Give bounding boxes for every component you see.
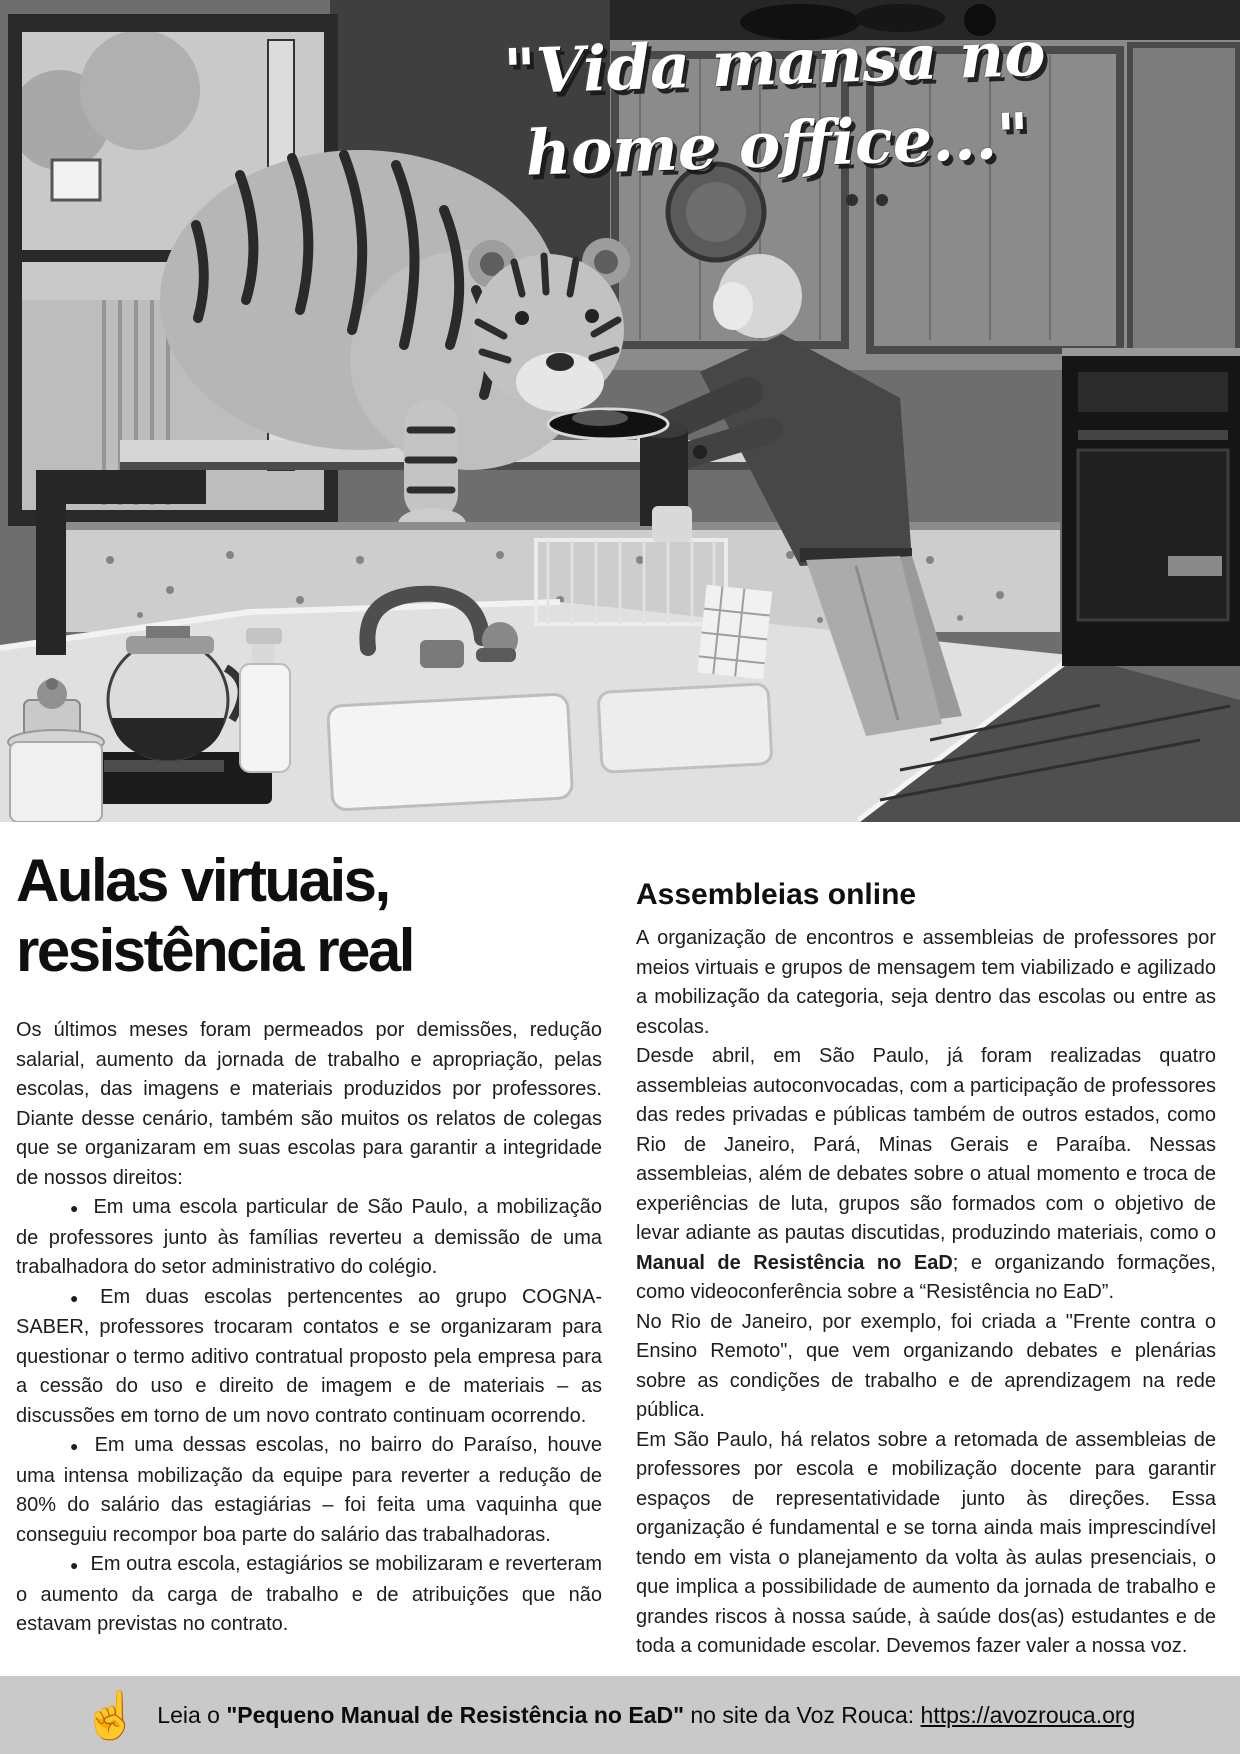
bullet-text: Em uma dessas escolas, no bairro do Paraíso, houve uma intensa mobilização da equipe para reverter a redução de 80% do salário das estagiárias – foi feita uma vaquinha que conseguiu recompor boa parte do salário das trabalhadoras.: [16, 1434, 602, 1546]
left-article-title-line1: Aulas virtuais,: [16, 847, 389, 914]
right-column: [636, 842, 1216, 1662]
footer-text-prefix: Leia o: [157, 1701, 227, 1728]
right-paragraph-3: No Rio de Janeiro, por exemplo, foi criada a "Frente contra o Ensino Remoto", que vem organizando debates e plenárias sobre as condições de trabalho e de aprendizagem na rede pública.: [636, 1310, 1216, 1421]
bullet-text: Em duas escolas pertencentes ao grupo COGNA-SABER, professores trocaram contatos e se organizaram para questionar o termo aditivo contratual proposto pela empresa para a cessão do uso e direito de imagem e de materiais – as discussões em torno de um novo contrato continuam ocorrendo.: [16, 1285, 602, 1427]
left-column: [16, 842, 602, 1662]
paragraph-text: ; e organizando formações, como videoconferência sobre a “Resistência no EaD”.: [636, 1251, 1216, 1303]
right-paragraph-1: A organização de encontros e assembleias de professores por meios virtuais e grupos de mensagem tem viabilizado e agilizado a mobilização da categoria, seja dentro das escolas ou entre as escolas.: [636, 927, 1216, 1038]
photo-caption: [393, 9, 1158, 199]
bullet-item: [16, 1550, 602, 1640]
bullet-icon: ●: [70, 1557, 79, 1573]
right-article-title: Assembleias online: [636, 878, 917, 911]
bullet-text: Em uma escola particular de São Paulo, a mobilização de professores junto às famílias reverteu a demissão de uma trabalhadora do setor administrativo do colégio.: [16, 1196, 602, 1278]
bullet-icon: ●: [70, 1289, 89, 1306]
right-paragraph-4: Em São Paulo, há relatos sobre a retomada de assembleias de professores por escola e mobilização docente para garantir espaços de representatividade junto às direções. Essa organização é fundamental e se torna ainda mais imprescindível tendo em vista o planejamento da volta às aulas presenciais, o que implica a possibilidade de aumento da jornada de trabalho e grandes riscos à nossa saúde, à saúde dos(as) estudantes e de toda a comunidade escolar. Devemos fazer valer a nossa voz.: [636, 1428, 1216, 1657]
pointing-hand-icon: ☝: [82, 1689, 140, 1741]
bullet-text: Em outra escola, estagiários se mobilizaram e reverteram o aumento da carga de trabalho e de atribuições que não estavam previstas no contrato.: [16, 1553, 602, 1635]
bullet-item: [16, 1283, 602, 1432]
left-intro-paragraph: Os últimos meses foram permeados por demissões, redução salarial, aumento da jornada de trabalho e apropriação, pelas escolas, das imagens e materiais produzidos por professores. Diante desse cenário, também são muitos os relatos de colegas que se organizaram em suas escolas para garantir a integridade de nossos direitos:: [16, 1019, 602, 1189]
right-paragraph-2: [636, 1042, 1216, 1308]
manual-resistencia-bold-text: Manual de Resistência no EaD: [636, 1251, 953, 1274]
photo-caption-line1: "Vida mansa no: [502, 16, 1047, 109]
paragraph-text: Desde abril, em São Paulo, já foram realizadas quatro assembleias autoconvocadas, com a participação de professores das redes privadas e públicas também de outros estados, como Rio de Janeiro, Pará, Minas Gerais e Paraíba. Nessas assembleias, além de debates sobre o atual momento e troca de experiências de luta, grupos são formados com o objetivo de levar adiante as pautas discutidas, produzindo materiais, como o: [636, 1045, 1216, 1244]
article-body: [0, 822, 1240, 1662]
left-article-title-line2: resistência real: [16, 917, 413, 984]
bullet-item: [16, 1431, 602, 1550]
header-photo: [0, 0, 1240, 822]
footer-link[interactable]: https://avozrouca.org: [920, 1701, 1136, 1728]
bullet-icon: ●: [70, 1438, 83, 1454]
footer-text: [157, 1702, 1135, 1729]
bullet-icon: ●: [70, 1200, 82, 1216]
photo-caption-line2: home office...": [524, 99, 1031, 190]
footer-manual-title: "Pequeno Manual de Resistência no EaD": [226, 1701, 684, 1728]
footer-text-middle: no site da Voz Rouca:: [684, 1701, 921, 1728]
footer-bar: [0, 1676, 1240, 1754]
left-article-title: [16, 846, 602, 986]
bullet-item: [16, 1193, 602, 1283]
